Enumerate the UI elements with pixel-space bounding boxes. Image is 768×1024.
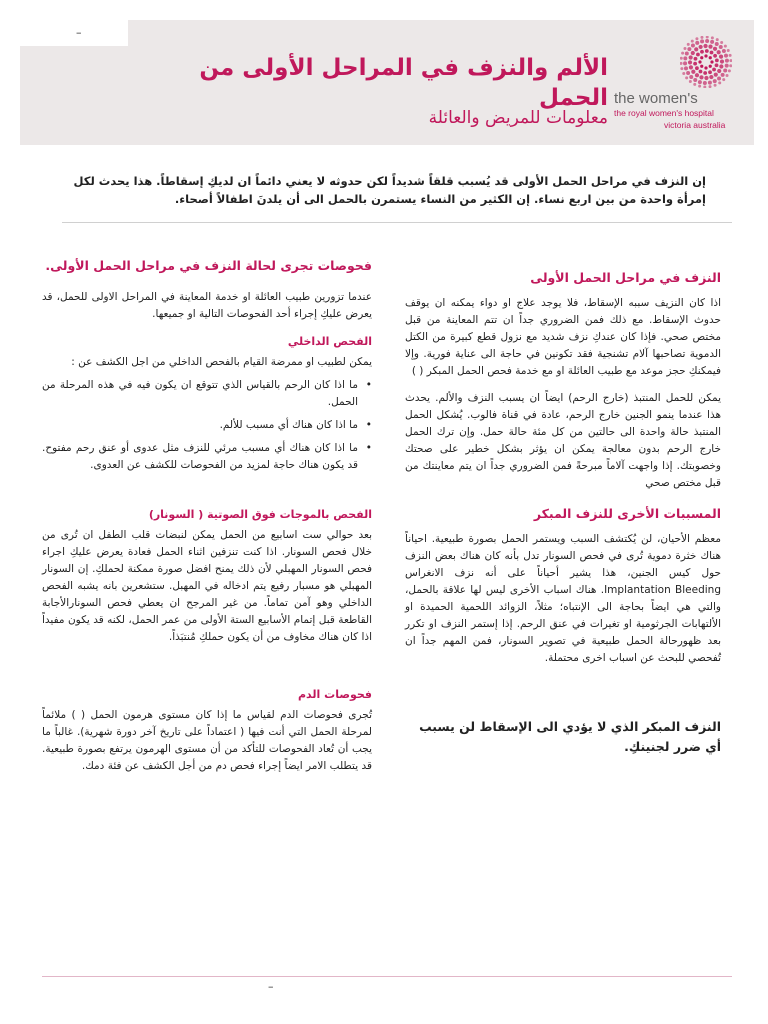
list-item: • ما اذا كان هناك أي مسبب للألم. [42,417,372,434]
divider-top [62,222,732,223]
ectopic-paragraph: يمكن للحمل المنتبذ (خارج الرحم) ايضاً ان يسبب النزف والألم. يحدث هذا عندما ينمو الجنين خارج الرحم، عادة في قناة فالوب. يُشكل الحمل المنتبذ حالة واحدة الى حالتين من كل مئة حالة حمل. وإن ترك الحمل خارج الرحم بدون معالجة يمكن ان يؤثر بشكل خطير على صحتك وخصوبتك. إذا واجهت آلاماً مبرحةً فمن الضروري جداً ان يتم معاينتك من قبل مختص صحي [405,392,721,489]
divider-bottom [42,976,732,977]
right-column [405,270,721,757]
internal-exam-paragraph: يمكن لطبيب او ممرضة القيام بالفحص الداخلي من اجل الكشف عن : [71,356,372,368]
flower-dot-icon [680,36,732,88]
bottom-dash: – [268,980,274,993]
internal-exam-list [42,377,372,474]
tests-heading: فحوصات تجرى لحالة النزف في مراحل الحمل الأولى. [45,258,372,273]
ultrasound-heading: الفحص بالموجات فوق الصوتية ( السونار) [148,508,372,521]
list-item: • ما اذا كان الرحم بالقياس الذي تتوقع ان يكون فيه في هذه المرحلة من الحمل. [42,377,372,411]
bleeding-early-pregnancy-heading: النزف في مراحل الحمل الأولى [530,270,721,285]
tests-intro-paragraph: عندما تزورين طبيب العائلة او خدمة المعاينة في المراحل الاولى للحمل، قد يعرض عليكِ إجراء أحد الفحوصات التالية او جميعها. [42,291,372,320]
logo-line-2: the royal women's hospital [614,108,714,118]
header-notch [20,20,128,46]
logo-line-3: victoria australia [664,120,726,130]
list-item: • ما اذا كان هناك أي مسبب مرئي للنزف مثل عدوى أو عنق رحم مفتوح. قد يكون هناك حاجة لمزيد من الفحوصات للكشف عن العدوى. [42,440,372,474]
bleeding-paragraph-1: اذا كان النزيف سببه الإسقاط، فلا يوجد علاج او دواء يمكنه ان يوقف حدوث الإسقاط. مع ذلك فمن الضروري جداً ان تتم المعاينة من قبل مختص صحي. فإذا كان عندكِ نزف شديد مع نزول قطع كبيرة من الكتل الدموية تصاحبها آلام تشنجية فقد تكونين في حاجة الى عناية فورية. وإلا فيمكنكِ حجز موعد مع طبيب العائلة او مع خدمة فحص الحمل المبكر ( ) [405,297,721,377]
other-causes-heading: المسببات الأخرى للنزف المبكر [533,506,721,521]
reassurance-note: النزف المبكر الذي لا يؤدي الى الإسقاط لن يسبب أي ضرر لجنينكِ. [419,719,721,754]
page-title: الألم والنزف في المراحل الأولى من الحمل [199,55,608,111]
blood-tests-paragraph: تُجرى فحوصات الدم لقياس ما إذا كان مستوى هرمون الحمل ( ) ملائماً لمرحلة الحمل التي أنت فيها ( اعتماداً على تاريخ آخر دورة شهرية). غالباً ما يجب أن تُعاد الفحوصات للتأكد من أن مستوى الهرمون يرتفع بصورة طبيعية. قد يتطلب الامر ايضاً إجراء فحص دم من أجل الكشف عن فئة دمك. [42,709,372,772]
internal-exam-heading: الفحص الداخلي [287,335,372,348]
logo-line-1: the women's [614,90,698,107]
top-dash: – [76,26,82,39]
intro-paragraph: إن النزف في مراحل الحمل الأولى قد يُسبب قلقاً شديداً لكن حدوثه لا يعني دائماً ان لديكِ إسقاطاً. هذا يحدث لكل إمرأة واحدة من بين اربع نساء. إن الكثير من النساء يستمرن بالحمل الى أن يلدنَ اطفالاً أصحاء. [73,174,706,207]
ultrasound-paragraph: بعد حوالي ست اسابيع من الحمل يمكن لنبضات قلب الطفل ان تُرى من خلال فحص السونار. اذا كنت تنزفين اثناء الحمل فعادة يعرض عليكِ اجراء فحص السونار المهبلي لأن ذلك يمنح افضل صورة ممكنة لحملكِ. إن السونار المهبلي هو مسبار رفيع يتم ادخاله في المهبل. ستشعرين بانه يشبه الفحص الداخلي وهو آمن تماماً. من غير المرجح ان يعطي فحص السونارالأجابة القاطعة قبل إتمام الأسابيع الستة الأولى من عمر الحمل، لكنه قد يكون مفيداً اذا كان هناك مخاوف من أن يكون حملكِ مُنتبَذاً. [42,529,372,643]
other-causes-paragraph: معظم الأحيان، لن يُكتشف السبب ويستمر الحمل بصورة طبيعية. احياناً هناك خثرة دموية تُرى في فحص السونار تدل بأنه كان هناك بعض النزف حول كيس الجنين، هذا يشير أحياناً على أنه نزف الانغراس Implantation Bleeding. هناك اسباب الأخرى ليس لها علاقة بالحمل، والتي هي ايضاً بحاجة الى الإنتباه؛ مثلاً، الزوائد اللحمية الحميدة او الألتهابات الجرثومية او تغيرات في عنق الرحم. إذا إستمر النزف او تكرر بعد ظهورحالة الحمل طبيعية في تصوير السونار، فمن المهم جداً ان تُفحصي للبحث عن اسباب اخرى محتملة. [405,533,721,664]
blood-tests-heading: فحوصات الدم [298,688,372,701]
page-subtitle: معلومات للمريض والعائلة [428,108,608,128]
left-column [42,258,372,775]
